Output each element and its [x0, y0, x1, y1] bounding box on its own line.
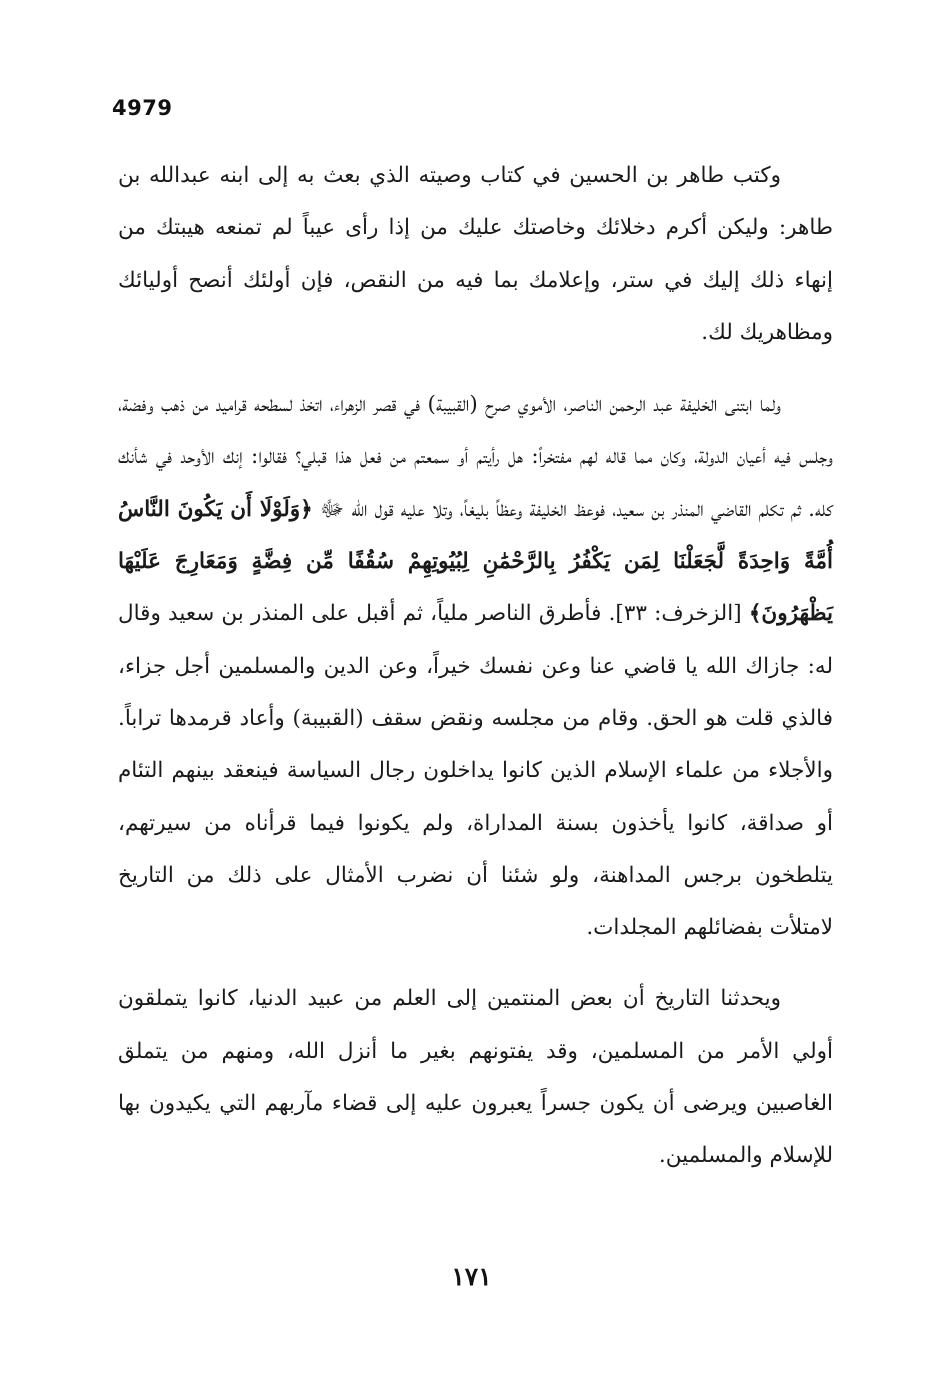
paragraph-1: وكتب طاهر بن الحسين في كتاب وصيته الذي بعث به إلى ابنه عبدالله بن طاهر: وليكن أكرم دخلائك وخاصتك عليك من إذا رأى عيباً لم تمنعه هيبتك من إنهاء ذلك إليك في ستر، وإعلامك بما فيه من النقص، فإن أولئك أنصح أوليائك ومظاهريك لك. [118, 163, 833, 345]
page-id-label: 4979 [112, 96, 173, 120]
quran-verse: ﴿وَلَوْلَا أَن يَكُونَ النَّاسُ أُمَّةً وَاحِدَةً لَّجَعَلْنَا لِمَن يَكْفُرُ بِالرَّحْمَٰنِ لِبُيُوتِهِمْ سُقُفًا مِّن فِضَّةٍ وَمَعَارِجَ عَلَيْهَا يَظْهَرُونَ﴾ [118, 496, 833, 627]
quran-reference: [الزخرف: ٣٣]. [608, 601, 742, 627]
paragraph-2-intro: ولما ابتنى الخليفة عبد الرحمن الناصر، الأموي صرح (القبيبة) في قصر الزهراء، اتخذ لسطحه قراميد من ذهب وفضة، وجلس فيه أعيان الدولة، وكان مما قاله لهم مفتخراً: هل رأيتم أو سمعتم من فعل هذا قبلي؟ فقالوا: إنك الأوحد في شأنك كله. ثم تكلم القاضي المنذر بن سعيد، فوعظ الخليفة وعظاً بليغاً، وتلا عليه قول الله ﷻ [118, 392, 833, 522]
paragraph-2 [118, 379, 833, 954]
paragraph-3: ويحدثنا التاريخ أن بعض المنتمين إلى العلم من عبيد الدنيا، كانوا يتملقون أولي الأمر من المسلمين، وقد يفتونهم بغير ما أنزل الله، ومنهم من يتملق الغاصبين ويرضى أن يكون جسراً يعبرون عليه إلى قضاء مآربهم التي يكيدون بها للإسلام والمسلمين. [118, 986, 833, 1169]
page-number: ١٧١ [451, 1262, 492, 1291]
article-body [118, 150, 833, 1183]
paragraph-2-continuation: فأطرق الناصر ملياً، ثم أقبل على المنذر بن سعيد وقال له: جازاك الله يا قاضي عنا وعن نفسك خيراً، وعن الدين والمسلمين أجل جزاء، فالذي قلت هو الحق. وقام من مجلسه ونقض سقف (القبيبة) وأعاد قرمدها تراباً. والأجلاء من علماء الإسلام الذين كانوا يداخلون رجال السياسة فينعقد بينهم التئام أو صداقة، كانوا يأخذون بسنة المداراة، ولم يكونوا فيما قرأناه من سيرتهم، يتلطخون برجس المداهنة، ولو شئنا أن نضرب الأمثال على ذلك من التاريخ لامتلأت بفضائلهم المجلدات. [118, 601, 833, 941]
